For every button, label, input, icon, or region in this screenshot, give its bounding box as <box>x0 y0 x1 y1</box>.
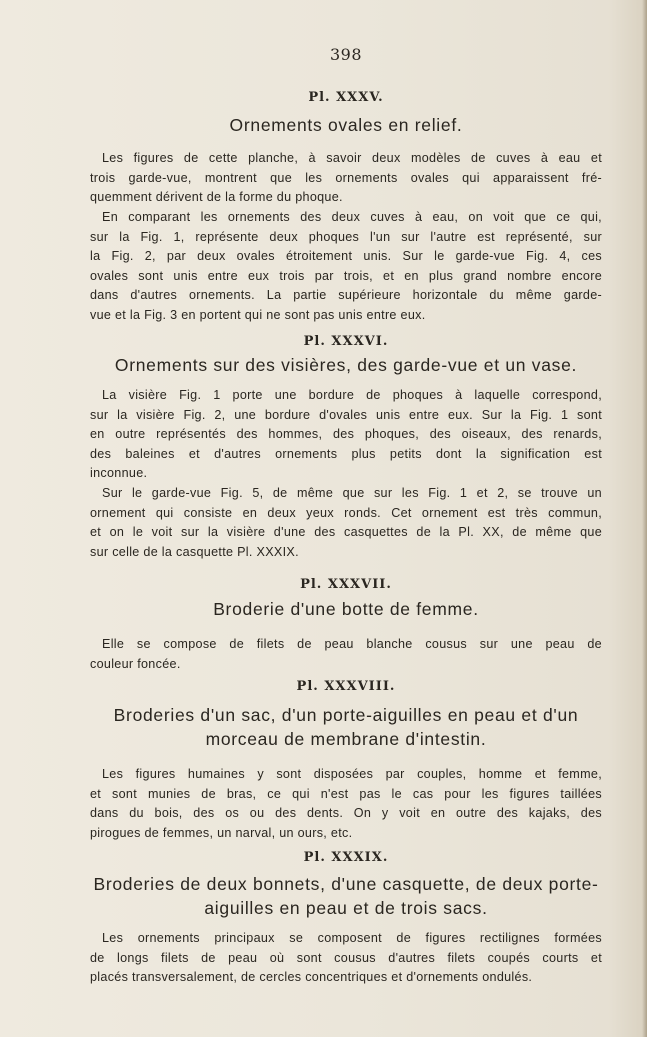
paragraph-xxxv-2: En comparant les ornements des deux cuves à eau, on voit que ce qui, sur la Fig. 1, représente deux phoques l'un sur l'autre est représenté, sur la Fig. 2, par deux ovales étroitement unis. Sur le garde-vue Fig. 4, ces ovales sont unis entre eux trois par trois, et en plus grand nombre encore dans d'autres ornements. La partie supérieure horizontale du même garde- vue et la Fig. 3 en portent qui ne sont pas unis entre eux. <box>90 210 602 322</box>
paragraph-xxxv-1: Les figures de cette planche, à savoir deux modèles de cuves à eau et trois garde-vue, montrent que les ornements ovales qui apparaissent fré- quemment dérivent de la forme du phoque. <box>90 151 602 204</box>
page-edge-shadow <box>642 0 647 1037</box>
paragraph-xxxix-1: Les ornements principaux se composent de figures rectilignes formées de longs filets de peau où sont cousus d'autres filets coupés courts et placés transversalement, de cercles concentriques et d'ornements ondulés. <box>90 931 602 984</box>
plate-heading-xxxix: Pl. XXXIX. <box>303 850 389 865</box>
paragraph-xxxvi-2: Sur le garde-vue Fig. 5, de même que sur les Fig. 1 et 2, se trouve un ornement qui consiste en deux yeux ronds. Cet ornement est très commun, et on le voit sur la visière d'une des casquettes de la Pl. XX, de même que sur celle de la casquette Pl. XXXIX. <box>90 486 602 559</box>
plate-heading-xxxv: Pl. XXXV. <box>308 90 384 105</box>
paragraph-xxxvii-1: Elle se compose de filets de peau blanche cousus sur une peau de couleur foncée. <box>90 637 602 671</box>
plate-heading-xxxvi: Pl. XXXVI. <box>303 334 389 349</box>
page-number: 398 <box>329 45 363 64</box>
plate-heading-xxxviii: Pl. XXXVIII. <box>296 679 396 694</box>
section-title-xxxvi: Ornements sur des visières, des garde-vue et un vase. <box>114 355 578 375</box>
section-title-xxxix-line-2: aiguilles en peau et de trois sacs. <box>204 898 488 918</box>
paragraph-xxxviii-1: Les figures humaines y sont disposées par couples, homme et femme, et sont munies de bras, ce qui n'est pas le cas pour les figures taillées dans du bois, des os ou des dents. On y voit en outre des kajaks, des pirogues de femmes, un narval, un ours, etc. <box>90 767 602 840</box>
section-title-xxxviii-line-1: Broderies d'un sac, d'un porte-aiguilles en peau et d'un <box>113 705 579 725</box>
section-title-xxxviii-line-2: morceau de membrane d'intestin. <box>205 729 487 749</box>
section-title-xxxvii: Broderie d'une botte de femme. <box>213 599 479 619</box>
paragraph-xxxvi-1: La visière Fig. 1 porte une bordure de phoques à laquelle correspond, sur la visière Fig. 2, une bordure d'ovales unis entre eux. Sur la Fig. 1 sont en outre représentés des hommes, des phoques, des oiseaux, des renards, des baleines et d'autres ornements plus petits dont la signification est inconnue. <box>90 388 602 480</box>
section-title-xxxv: Ornements ovales en relief. <box>229 115 463 135</box>
section-title-xxxix-line-1: Broderies de deux bonnets, d'une casquette, de deux porte- <box>93 874 599 894</box>
plate-heading-xxxvii: Pl. XXXVII. <box>300 577 392 592</box>
